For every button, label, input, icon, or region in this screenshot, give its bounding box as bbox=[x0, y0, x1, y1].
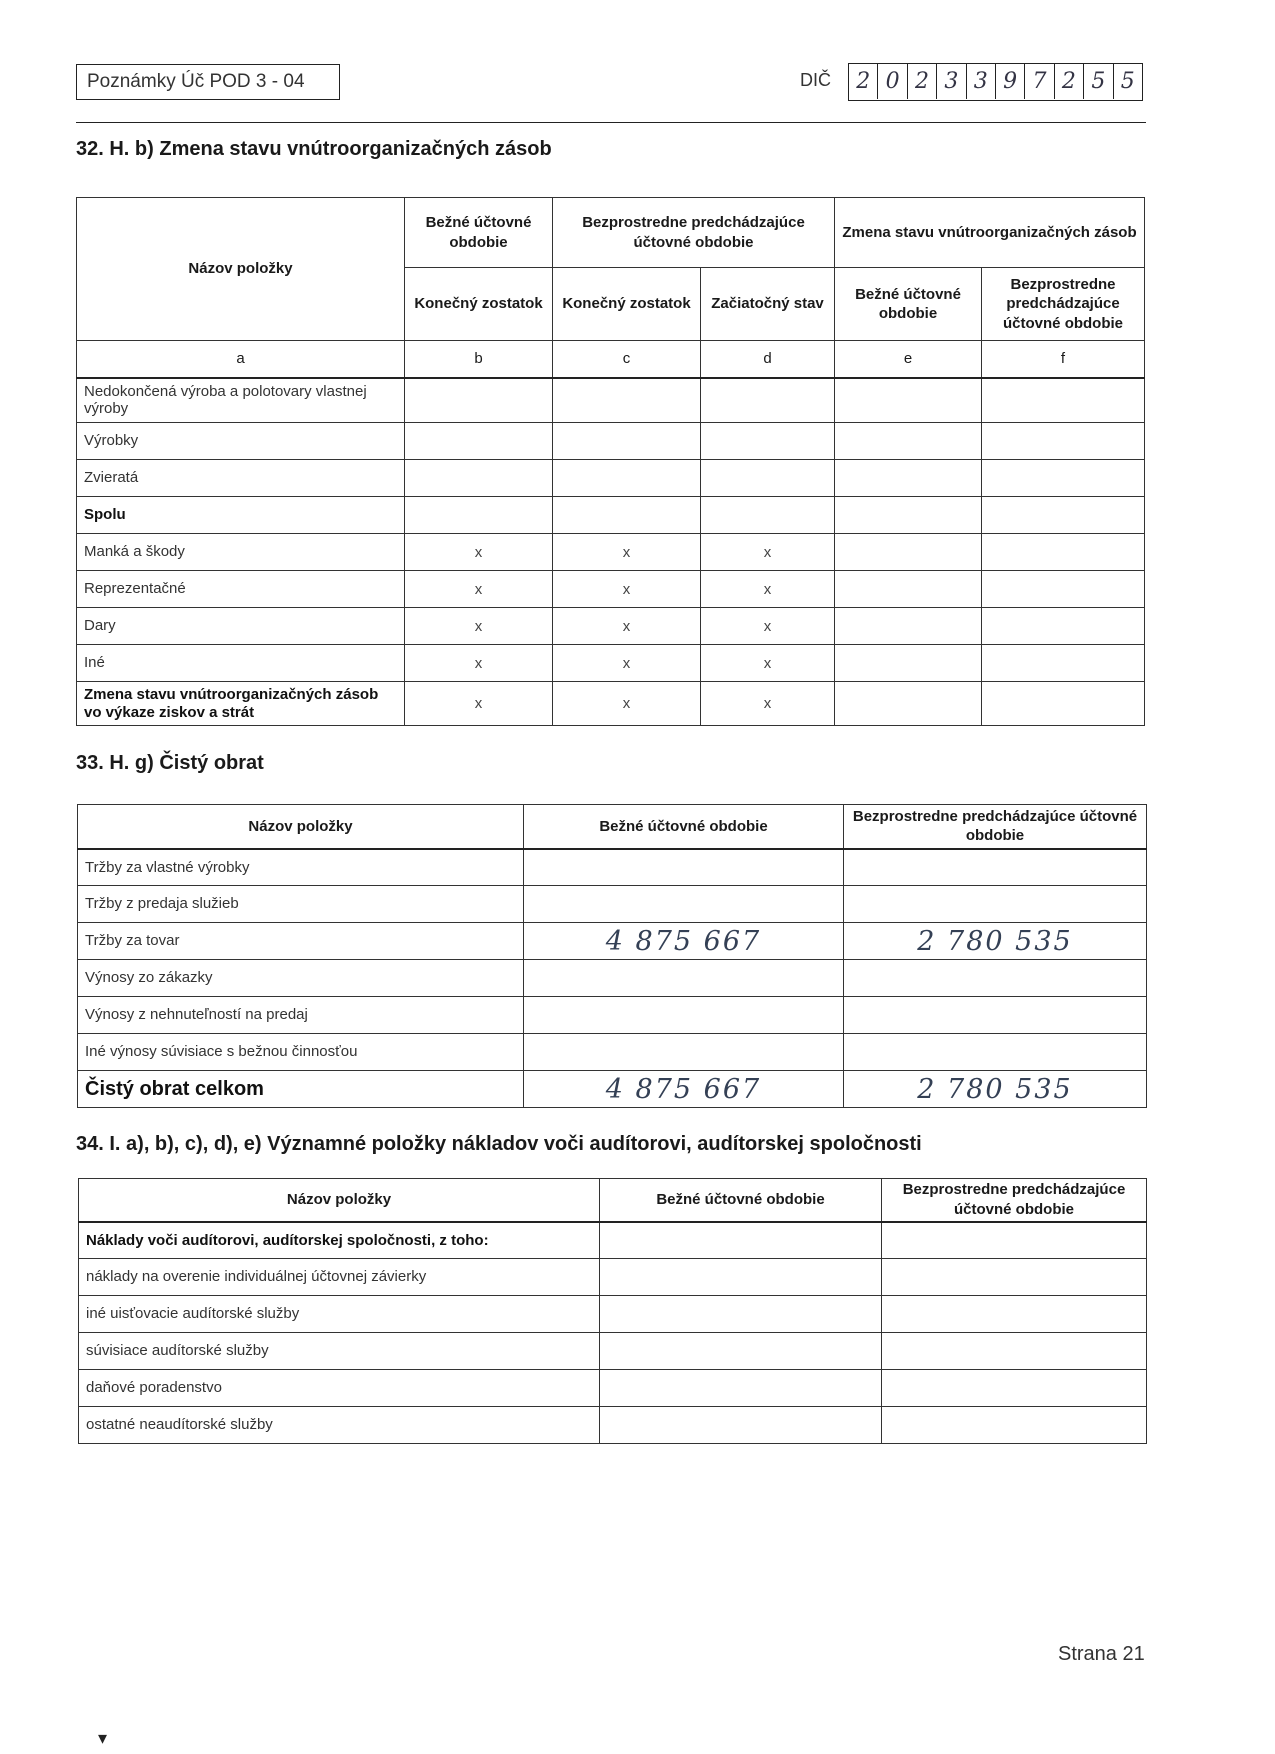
cell-c[interactable] bbox=[553, 497, 701, 534]
row-label: náklady na overenie individuálnej účtovnej závierky bbox=[79, 1259, 600, 1296]
scan-mark-icon: ▾ bbox=[98, 1728, 108, 1748]
value-previous[interactable] bbox=[882, 1370, 1147, 1407]
row-label: Manká a škody bbox=[77, 534, 405, 571]
value-current[interactable] bbox=[524, 886, 844, 923]
value-previous[interactable] bbox=[882, 1259, 1147, 1296]
table-row bbox=[79, 1407, 1147, 1444]
column-letter: b bbox=[405, 341, 553, 378]
dic-digit: 7 bbox=[1025, 64, 1054, 99]
row-label: Nedokončená výroba a polotovary vlastnej výroby bbox=[77, 378, 405, 423]
table-row bbox=[77, 460, 1145, 497]
table-row bbox=[79, 1370, 1147, 1407]
row-label: ostatné neaudítorské služby bbox=[79, 1407, 600, 1444]
value-current[interactable] bbox=[600, 1259, 882, 1296]
section-32-title: 32. H. b) Zmena stavu vnútroorganizačných zásob bbox=[76, 138, 552, 160]
cell-d: x bbox=[701, 534, 835, 571]
cell-c: x bbox=[553, 645, 701, 682]
cell-e[interactable] bbox=[835, 571, 982, 608]
table-row bbox=[77, 608, 1145, 645]
table-row bbox=[77, 378, 1145, 423]
cell-b[interactable] bbox=[405, 460, 553, 497]
cell-f[interactable] bbox=[982, 460, 1145, 497]
header-inventory-change: Zmena stavu vnútroorganizačných zásob bbox=[835, 198, 1145, 268]
header-divider bbox=[76, 122, 1146, 123]
cell-b[interactable] bbox=[405, 423, 553, 460]
cell-f[interactable] bbox=[982, 378, 1145, 423]
value-current[interactable] bbox=[524, 1034, 844, 1071]
cell-e[interactable] bbox=[835, 645, 982, 682]
value-previous[interactable] bbox=[844, 1034, 1147, 1071]
cell-e[interactable] bbox=[835, 608, 982, 645]
cell-d: x bbox=[701, 571, 835, 608]
value-current[interactable] bbox=[524, 849, 844, 886]
cell-c[interactable] bbox=[553, 423, 701, 460]
row-label: Náklady voči audítorovi, audítorskej spoločnosti, z toho: bbox=[79, 1222, 600, 1259]
dic-number-boxes bbox=[848, 63, 1143, 101]
cell-f[interactable] bbox=[982, 571, 1145, 608]
cell-c: x bbox=[553, 571, 701, 608]
table-row bbox=[77, 571, 1145, 608]
dic-digit: 3 bbox=[967, 64, 996, 99]
column-letter: e bbox=[835, 341, 982, 378]
table-row bbox=[79, 1296, 1147, 1333]
dic-digit: 5 bbox=[1084, 64, 1113, 99]
row-label: Spolu bbox=[77, 497, 405, 534]
row-label: Iné bbox=[77, 645, 405, 682]
cell-b: x bbox=[405, 571, 553, 608]
value-previous[interactable]: 2 780 535 bbox=[844, 923, 1147, 960]
cell-b[interactable] bbox=[405, 497, 553, 534]
table-row bbox=[78, 886, 1147, 923]
value-current[interactable] bbox=[600, 1370, 882, 1407]
header-final-balance-prev: Konečný zostatok bbox=[553, 268, 701, 341]
header-current-period: Bežné účtovné obdobie bbox=[600, 1179, 882, 1222]
row-label: Iné výnosy súvisiace s bežnou činnosťou bbox=[78, 1034, 524, 1071]
cell-e[interactable] bbox=[835, 497, 982, 534]
total-label: Čistý obrat celkom bbox=[78, 1071, 524, 1108]
column-letter: c bbox=[553, 341, 701, 378]
row-label: Dary bbox=[77, 608, 405, 645]
cell-f[interactable] bbox=[982, 423, 1145, 460]
cell-d: x bbox=[701, 682, 835, 726]
table-row bbox=[77, 423, 1145, 460]
header-item-name: Názov položky bbox=[78, 805, 524, 849]
value-previous[interactable] bbox=[844, 849, 1147, 886]
value-current[interactable] bbox=[600, 1296, 882, 1333]
value-previous[interactable] bbox=[882, 1407, 1147, 1444]
row-label: Výrobky bbox=[77, 423, 405, 460]
header-previous-period: Bezprostredne predchádzajúce účtovné obdobie bbox=[844, 805, 1147, 849]
table-row bbox=[79, 1259, 1147, 1296]
section-33-title: 33. H. g) Čistý obrat bbox=[76, 752, 264, 774]
row-label: Tržby z predaja služieb bbox=[78, 886, 524, 923]
header-item-name: Názov položky bbox=[77, 198, 405, 341]
dic-digit: 0 bbox=[878, 64, 907, 99]
row-label: Tržby za vlastné výrobky bbox=[78, 849, 524, 886]
cell-d[interactable] bbox=[701, 460, 835, 497]
cell-d[interactable] bbox=[701, 497, 835, 534]
value-current[interactable] bbox=[600, 1333, 882, 1370]
row-label: Tržby za tovar bbox=[78, 923, 524, 960]
table-row bbox=[79, 1333, 1147, 1370]
column-letter: f bbox=[982, 341, 1145, 378]
header-final-balance: Konečný zostatok bbox=[405, 268, 553, 341]
section-34-title: 34. I. a), b), c), d), e) Významné položky nákladov voči audítorovi, audítorskej spoločnosti bbox=[76, 1133, 922, 1155]
cell-b: x bbox=[405, 534, 553, 571]
table-row bbox=[79, 1222, 1147, 1259]
auditor-costs-table bbox=[78, 1178, 1147, 1444]
cell-c[interactable] bbox=[553, 378, 701, 423]
header-opening-balance: Začiatočný stav bbox=[701, 268, 835, 341]
header-change-current: Bežné účtovné obdobie bbox=[835, 268, 982, 341]
cell-f[interactable] bbox=[982, 645, 1145, 682]
table-row bbox=[78, 849, 1147, 886]
table-row bbox=[78, 1034, 1147, 1071]
cell-c: x bbox=[553, 534, 701, 571]
cell-c: x bbox=[553, 608, 701, 645]
table-row bbox=[78, 960, 1147, 997]
table-row bbox=[77, 534, 1145, 571]
cell-d: x bbox=[701, 608, 835, 645]
value-previous[interactable] bbox=[844, 997, 1147, 1034]
cell-d[interactable] bbox=[701, 378, 835, 423]
inventory-change-table bbox=[76, 197, 1145, 726]
cell-e[interactable] bbox=[835, 378, 982, 423]
table-row bbox=[78, 923, 1147, 960]
cell-f[interactable] bbox=[982, 608, 1145, 645]
dic-digit: 2 bbox=[849, 64, 878, 99]
table-row bbox=[77, 645, 1145, 682]
value-previous[interactable] bbox=[844, 960, 1147, 997]
cell-c: x bbox=[553, 682, 701, 726]
cell-f[interactable] bbox=[982, 497, 1145, 534]
total-current[interactable]: 4 875 667 bbox=[524, 1071, 844, 1108]
dic-digit: 5 bbox=[1120, 69, 1135, 94]
value-current[interactable]: 4 875 667 bbox=[524, 923, 844, 960]
header-current-period: Bežné účtovné obdobie bbox=[524, 805, 844, 849]
cell-f[interactable] bbox=[982, 682, 1145, 726]
cell-e[interactable] bbox=[835, 682, 982, 726]
cell-e[interactable] bbox=[835, 534, 982, 571]
value-previous[interactable] bbox=[882, 1296, 1147, 1333]
dic-label: DIČ bbox=[800, 70, 831, 90]
value-current[interactable] bbox=[600, 1407, 882, 1444]
cell-f[interactable] bbox=[982, 534, 1145, 571]
value-current[interactable] bbox=[524, 997, 844, 1034]
dic-digit: 9 bbox=[996, 64, 1025, 99]
row-label: Reprezentačné bbox=[77, 571, 405, 608]
row-label: Zvieratá bbox=[77, 460, 405, 497]
cell-b: x bbox=[405, 608, 553, 645]
cell-d: x bbox=[701, 645, 835, 682]
cell-b: x bbox=[405, 645, 553, 682]
header-item-name: Názov položky bbox=[79, 1179, 600, 1222]
row-label: Výnosy z nehnuteľností na predaj bbox=[78, 997, 524, 1034]
dic-digit: 2 bbox=[908, 64, 937, 99]
cell-b: x bbox=[405, 682, 553, 726]
table-row bbox=[77, 497, 1145, 534]
value-previous[interactable] bbox=[882, 1333, 1147, 1370]
header-current-period: Bežné účtovné obdobie bbox=[405, 198, 553, 268]
header-previous-period: Bezprostredne predchádzajúce účtovné obdobie bbox=[553, 198, 835, 268]
column-letter: a bbox=[77, 341, 405, 378]
value-current[interactable] bbox=[600, 1222, 882, 1259]
value-current[interactable] bbox=[524, 960, 844, 997]
form-label: Poznámky Úč POD 3 - 04 bbox=[76, 64, 340, 100]
row-label: Zmena stavu vnútroorganizačných zásob vo výkaze ziskov a strát bbox=[77, 682, 405, 726]
row-label: súvisiace audítorské služby bbox=[79, 1333, 600, 1370]
row-label: iné uisťovacie audítorské služby bbox=[79, 1296, 600, 1333]
row-label: Výnosy zo zákazky bbox=[78, 960, 524, 997]
cell-b[interactable] bbox=[405, 378, 553, 423]
header-previous-period: Bezprostredne predchádzajúce účtovné obdobie bbox=[882, 1179, 1147, 1222]
cell-c[interactable] bbox=[553, 460, 701, 497]
cell-e[interactable] bbox=[835, 460, 982, 497]
value-previous[interactable] bbox=[844, 886, 1147, 923]
cell-d[interactable] bbox=[701, 423, 835, 460]
table-row bbox=[78, 997, 1147, 1034]
column-letter: d bbox=[701, 341, 835, 378]
total-previous[interactable]: 2 780 535 bbox=[844, 1071, 1147, 1108]
cell-e[interactable] bbox=[835, 423, 982, 460]
row-label: daňové poradenstvo bbox=[79, 1370, 600, 1407]
dic-digit: 2 bbox=[1055, 64, 1084, 99]
table-row-total bbox=[78, 1071, 1147, 1108]
net-turnover-table bbox=[77, 804, 1147, 1108]
value-previous[interactable] bbox=[882, 1222, 1147, 1259]
header-change-previous: Bezprostredne predchádzajúce účtovné obdobie bbox=[982, 268, 1145, 341]
table-row bbox=[77, 682, 1145, 726]
page-number: Strana 21 bbox=[1058, 1643, 1145, 1665]
dic-digit: 3 bbox=[937, 64, 966, 99]
